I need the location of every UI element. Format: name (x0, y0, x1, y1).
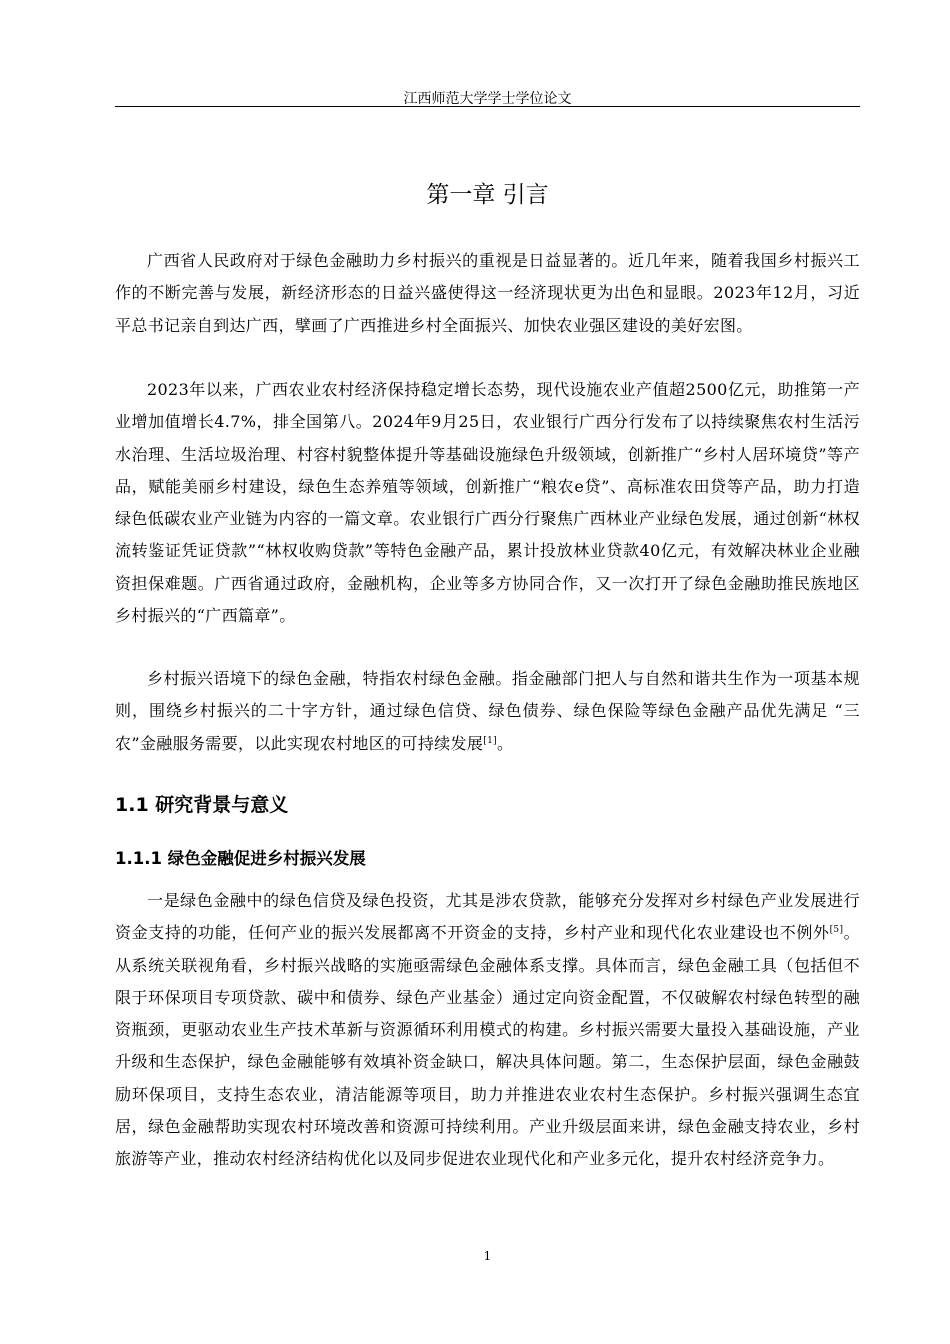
chapter-title: 第一章 引言 (426, 182, 549, 208)
subsection-paragraph-1-text: 一是绿色金融中的绿色信贷及绿色投资，尤其是涉农贷款，能够充分发挥对乡村绿色产业发展进行资金支持的功能，任何产业的振兴发展都离不开资金的支持，乡村产业和现代化农业建设也不例外 (115, 891, 860, 943)
running-header: 江西师范大学学士学位论文 (403, 91, 572, 107)
citation-ref: [5] (829, 925, 844, 936)
subsection-heading: 1.1.1 绿色金融促进乡村振兴发展 (115, 849, 366, 868)
intro-paragraph-3-text: 乡村振兴语境下的绿色金融，特指农村绿色金融。指金融部门把人与自然和谐共生作为一项基本规则，围绕乡村振兴的二十字方针，通过绿色信贷、绿色债券、绿色保险等绿色金融产品优先满足 “三农”金融服务需要，以此实现农村地区的可持续发展 (115, 669, 860, 753)
intro-paragraph-2: 2023年以来，广西农业农村经济保持稳定增长态势，现代设施农业产值超2500亿元，助推第一产业增加值增长4.7%，排全国第八。2024年9月25日，农业银行广西分行发布了以持续聚焦农村生活污水治理、生活垃圾治理、村容村貌整体提升等基础设施绿色升级领域，创新推广“乡村人居环境贷”等产品，赋能美丽乡村建设，绿色生态养殖等领域，创新推广“粮农e贷”、高标准农田贷等产品，助力打造绿色低碳农业产业链为内容的一篇文章。农业银行广西分行聚焦广西林业产业绿色发展，通过创新“林权流转鉴证凭证贷款”“林权收购贷款”等特色金融产品，累计投放林业贷款40亿元，有效解决林业企业融资担保难题。广西省通过政府，金融机构，企业等多方协同合作，又一次打开了绿色金融助推民族地区乡村振兴的“广西篇章”。 (115, 380, 860, 626)
subsection-paragraph-1-rest: 。从系统关联视角看，乡村振兴战略的实施亟需绿色金融体系支撑。具体而言，绿色金融工具（包括但不限于环保项目专项贷款、碳中和债券、绿色产业基金）通过定向资金配置，不仅破解农村绿色转型的融资瓶颈，更驱动农业生产技术革新与资源循环利用模式的构建。乡村振兴需要大量投入基础设施，产业升级和生态保护，绿色金融能够有效填补资金缺口，解决具体问题。第二，生态保护层面，绿色金融鼓励环保项目，支持生态农业，清洁能源等项目，助力并推进农业农村生态保护。乡村振兴强调生态宜居，绿色金融帮助实现农村环境改善和资源可持续利用。产业升级层面来讲，绿色金融支持农业，乡村旅游等产业，推动农村经济结构优化以及同步促进农业现代化和产业多元化，提升农村经济竞争力。 (115, 923, 860, 1169)
intro-paragraph-3-end: 。 (497, 733, 514, 753)
citation-ref: [1] (483, 735, 498, 746)
subsection-paragraph-1 (115, 885, 860, 1176)
section-heading: 1.1 研究背景与意义 (115, 794, 289, 816)
intro-paragraph-3 (115, 663, 860, 760)
header-rule (115, 106, 860, 107)
intro-paragraph-1: 广西省人民政府对于绿色金融助力乡村振兴的重视是日益显著的。近几年来，随着我国乡村振兴工作的不断完善与发展，新经济形态的日益兴盛使得这一经济现状更为出色和显眼。2023年12月，习近平总书记亲自到达广西，擘画了广西推进乡村全面振兴、加快农业强区建设的美好宏图。 (115, 251, 860, 335)
page-number: 1 (483, 1249, 492, 1263)
